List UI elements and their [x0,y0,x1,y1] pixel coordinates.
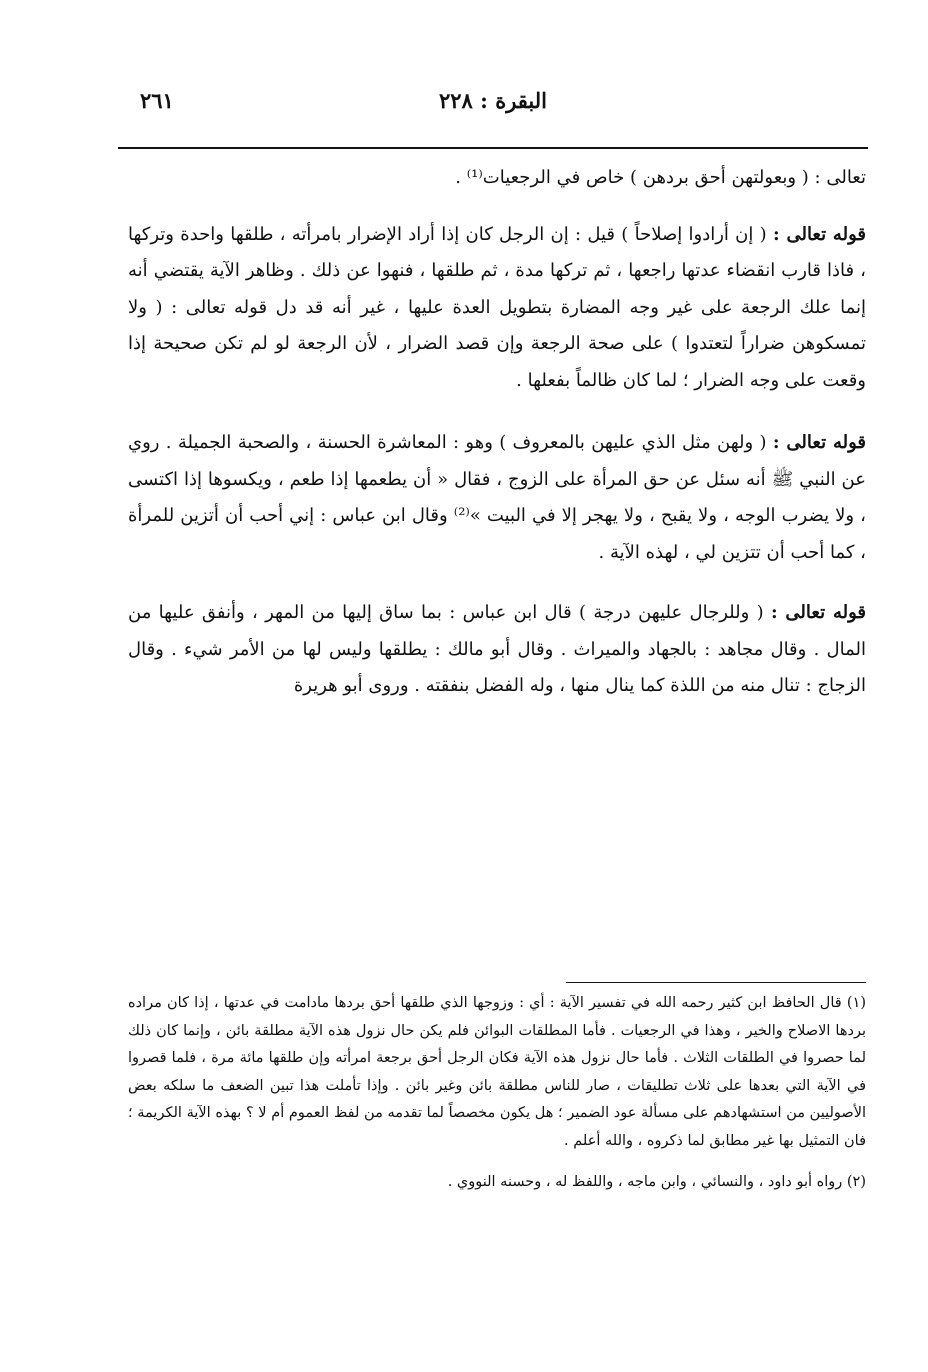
paragraph [128,217,866,400]
paragraph-text: ( إن أرادوا إصلاحاً ) قيل : إن الرجل كان إذا أراد الإضرار بامرأته ، طلقها واحدة وتركها ، فاذا قارب انقضاء عدتها راجعها ، ثم تركها مدة ، ثم طلقها ، فنهوا عن ذلك . وظاهر الآية يقتضي أنه إنما علك الرجعة على غير وجه المضارة بتطويل العدة عليها ، غير أنه قد دل قوله تعالى : ( ولا تمسكوهن ضراراً لتعتدوا ) على صحة الرجعة وإن قصد الضرار ، لأن الرجعة لو لم تكن صحيحة إذا وقعت على وجه الضرار ؛ لما كان ظالماً بفعلها . [128,223,866,391]
footnote: (٢) رواه أبو داود ، والنسائي ، وابن ماجه ، واللفظ له ، وحسنه النووي . [447,1174,866,1190]
paragraph-text: ( وللرجال عليهن درجة ) قال ابن عباس : بما ساق إليها من المهر ، وأنفق عليها من المال . وقال مجاهد : بالجهاد والميراث . وقال أبو مالك : يطلقها وليس لها من الأمر شيء . وقال الزجاج : تنال منه من اللذة كما ينال منها ، وله الفضل بنفقته . وروى أبو هريرة [128,602,866,696]
paragraph-label: قوله تعالى : [772,223,866,245]
header-rule [118,147,868,149]
paragraph-text: ( ولهن مثل الذي عليهن بالمعروف ) وهو : المعاشرة الحسنة ، والصحبة الجميلة . روي عن النبي ﷺ أنه سئل عن حق المرأة على الزوج ، فقال « أن يطعمها إذا طعم ، ويكسوها إذا اكتسى ، ولا يضرب الوجه ، ولا يقبح ، ولا يهجر إلا في البيت »⁽²⁾ وقال ابن عباس : إني أحب أن أتزين للمرأة ، كما أحب أن تتزين لي ، لهذه الآية . [128,432,866,563]
running-header [118,88,868,128]
paragraph [128,425,866,571]
paragraph-label: قوله تعالى : [770,602,866,623]
footnotes [128,990,866,1197]
footnote: (١) قال الحافظ ابن كثير رحمه الله في تفسير الآية : أي : وزوجها الذي طلقها أحق بردها مادامت في عدتها ، إذا كان مراده بردها الاصلاح والخير ، وهذا في الرجعيات . فأما المطلقات البوائن فلم يكن حال نزول هذه الآية مطلقة بائن ، وإنما كان ذلك لما حصروا في الطلقات الثلاث . فأما حال نزول هذه الآية فكان الرجل أحق برجعة امرأته وإن طلقها مائة مرة ، فلما قصروا في الآية التي بعدها على ثلاث تطليقات ، صار للناس مطلقة بائن وغير بائن . وإذا تأملت هذا تبين الضعف ما سلكه بعض الأصوليين من استشهادهم على مسألة عود الضمير ؛ هل يكون مخصصاً لما تقدمه من لفظ العموم أم لا ؟ بهذه الآية الكريمة ؛ فان التمثيل بها غير مطابق لما ذكروه ، والله أعلم . [128,995,866,1149]
paragraph-text: تعالى : ( وبعولتهن أحق بردهن ) خاص في الرجعيات⁽¹⁾ . [455,167,866,188]
paragraph-label: قوله تعالى : [772,432,866,453]
surah-verse-title: البقرة : ٢٢٨ [439,88,547,113]
page-number: ٢٦١ [140,88,174,113]
main-text [128,160,866,705]
paragraph [128,160,866,197]
footnote-rule [566,982,866,983]
paragraph [128,595,866,705]
